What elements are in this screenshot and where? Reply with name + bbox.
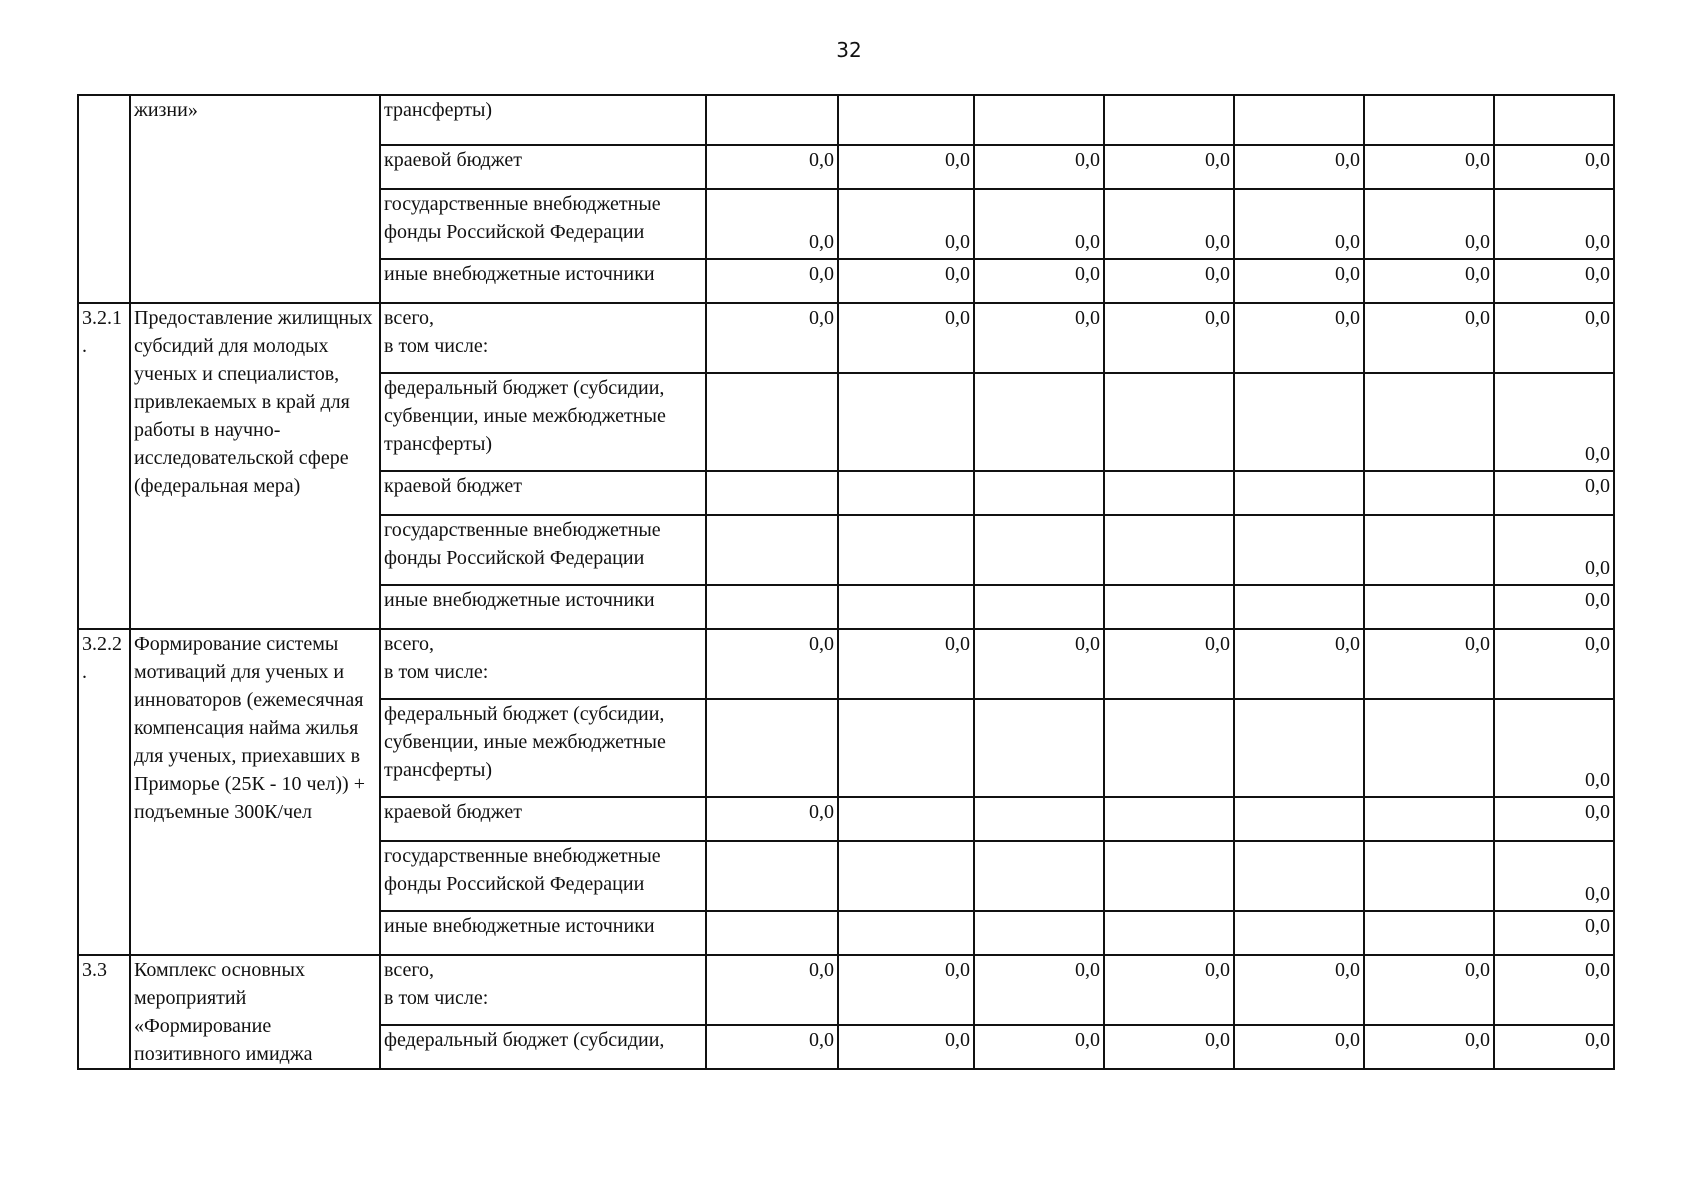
- value-cell: [974, 585, 1104, 629]
- value-cell: [1364, 95, 1494, 145]
- value-cell: 0,0: [838, 259, 974, 303]
- funding-source: федеральный бюджет (субсидии, субвенции, иные межбюджетные трансферты): [380, 373, 706, 471]
- funding-source: краевой бюджет: [380, 471, 706, 515]
- funding-source: всего, в том числе:: [380, 629, 706, 699]
- value-cell: 0,0: [1494, 471, 1614, 515]
- value-cell: 0,0: [1494, 585, 1614, 629]
- value-cell: 0,0: [1104, 189, 1234, 259]
- value-cell: [1104, 699, 1234, 797]
- value-cell: [974, 515, 1104, 585]
- table-row: [78, 955, 1614, 1025]
- funding-source: иные внебюджетные источники: [380, 259, 706, 303]
- row-code: 3.2.1 .: [78, 303, 130, 629]
- value-cell: 0,0: [1494, 841, 1614, 911]
- funding-source: государственные внебюджетные фонды Российской Федерации: [380, 189, 706, 259]
- value-cell: 0,0: [1234, 303, 1364, 373]
- value-cell: [974, 699, 1104, 797]
- value-cell: [1104, 515, 1234, 585]
- value-cell: 0,0: [1494, 189, 1614, 259]
- value-cell: 0,0: [1104, 259, 1234, 303]
- value-cell: 0,0: [838, 303, 974, 373]
- value-cell: [838, 699, 974, 797]
- value-cell: 0,0: [1364, 303, 1494, 373]
- value-cell: 0,0: [706, 797, 838, 841]
- value-cell: 0,0: [1104, 1025, 1234, 1069]
- value-cell: [1364, 797, 1494, 841]
- value-cell: [838, 797, 974, 841]
- value-cell: 0,0: [1104, 955, 1234, 1025]
- value-cell: 0,0: [974, 629, 1104, 699]
- value-cell: [706, 471, 838, 515]
- funding-source: всего, в том числе:: [380, 955, 706, 1025]
- value-cell: [974, 95, 1104, 145]
- value-cell: [1234, 699, 1364, 797]
- value-cell: 0,0: [1234, 1025, 1364, 1069]
- value-cell: 0,0: [1364, 259, 1494, 303]
- budget-table: [77, 94, 1615, 1070]
- value-cell: [838, 515, 974, 585]
- table-row: [78, 95, 1614, 145]
- value-cell: [1364, 841, 1494, 911]
- row-code: [78, 95, 130, 303]
- value-cell: [838, 841, 974, 911]
- value-cell: 0,0: [706, 955, 838, 1025]
- value-cell: [1104, 585, 1234, 629]
- value-cell: 0,0: [1104, 145, 1234, 189]
- value-cell: 0,0: [1364, 189, 1494, 259]
- value-cell: [1364, 699, 1494, 797]
- value-cell: 0,0: [1494, 373, 1614, 471]
- value-cell: [706, 585, 838, 629]
- funding-source: иные внебюджетные источники: [380, 585, 706, 629]
- value-cell: 0,0: [1494, 1025, 1614, 1069]
- value-cell: [1364, 911, 1494, 955]
- value-cell: [1104, 797, 1234, 841]
- value-cell: [1234, 471, 1364, 515]
- value-cell: 0,0: [1494, 699, 1614, 797]
- value-cell: 0,0: [1494, 629, 1614, 699]
- value-cell: 0,0: [1234, 145, 1364, 189]
- value-cell: 0,0: [1104, 303, 1234, 373]
- value-cell: 0,0: [706, 303, 838, 373]
- value-cell: [706, 911, 838, 955]
- value-cell: 0,0: [1494, 303, 1614, 373]
- value-cell: 0,0: [1494, 259, 1614, 303]
- value-cell: 0,0: [838, 145, 974, 189]
- value-cell: [838, 471, 974, 515]
- funding-source: государственные внебюджетные фонды Российской Федерации: [380, 841, 706, 911]
- value-cell: [974, 841, 1104, 911]
- value-cell: [1234, 373, 1364, 471]
- value-cell: [1234, 515, 1364, 585]
- value-cell: [974, 471, 1104, 515]
- value-cell: [838, 585, 974, 629]
- value-cell: 0,0: [706, 189, 838, 259]
- value-cell: [706, 515, 838, 585]
- value-cell: 0,0: [838, 629, 974, 699]
- value-cell: [1234, 95, 1364, 145]
- value-cell: 0,0: [1234, 189, 1364, 259]
- value-cell: 0,0: [1494, 911, 1614, 955]
- value-cell: 0,0: [1494, 797, 1614, 841]
- page-number: 32: [836, 38, 862, 62]
- value-cell: [1234, 797, 1364, 841]
- value-cell: 0,0: [1364, 629, 1494, 699]
- value-cell: [838, 95, 974, 145]
- value-cell: [838, 911, 974, 955]
- value-cell: 0,0: [706, 145, 838, 189]
- value-cell: 0,0: [1234, 955, 1364, 1025]
- row-code: 3.3: [78, 955, 130, 1069]
- measure-name: Предоставление жилищных субсидий для молодых ученых и специалистов, привлекаемых в край для работы в научно-исследовательской сфере (федеральная мера): [130, 303, 380, 629]
- value-cell: [1104, 841, 1234, 911]
- value-cell: [1364, 471, 1494, 515]
- value-cell: 0,0: [1364, 955, 1494, 1025]
- value-cell: [706, 95, 838, 145]
- value-cell: [1364, 515, 1494, 585]
- value-cell: 0,0: [974, 303, 1104, 373]
- value-cell: [1494, 95, 1614, 145]
- value-cell: 0,0: [1494, 145, 1614, 189]
- value-cell: 0,0: [974, 955, 1104, 1025]
- value-cell: 0,0: [974, 145, 1104, 189]
- value-cell: 0,0: [706, 629, 838, 699]
- value-cell: 0,0: [1234, 259, 1364, 303]
- funding-source: федеральный бюджет (субсидии, субвенции, иные межбюджетные трансферты): [380, 699, 706, 797]
- funding-source: иные внебюджетные источники: [380, 911, 706, 955]
- value-cell: [974, 373, 1104, 471]
- funding-source: всего, в том числе:: [380, 303, 706, 373]
- value-cell: [1234, 841, 1364, 911]
- value-cell: [1364, 373, 1494, 471]
- value-cell: 0,0: [838, 955, 974, 1025]
- value-cell: [974, 911, 1104, 955]
- measure-name: Комплекс основных мероприятий «Формирование позитивного имиджа: [130, 955, 380, 1069]
- table-row: [78, 629, 1614, 699]
- value-cell: [1364, 585, 1494, 629]
- value-cell: [974, 797, 1104, 841]
- value-cell: 0,0: [1364, 145, 1494, 189]
- value-cell: 0,0: [838, 1025, 974, 1069]
- value-cell: [1104, 373, 1234, 471]
- value-cell: [706, 373, 838, 471]
- value-cell: [706, 699, 838, 797]
- table-row: [78, 303, 1614, 373]
- value-cell: [838, 373, 974, 471]
- value-cell: [1104, 471, 1234, 515]
- value-cell: 0,0: [1234, 629, 1364, 699]
- value-cell: [1104, 911, 1234, 955]
- value-cell: 0,0: [974, 1025, 1104, 1069]
- value-cell: [1234, 911, 1364, 955]
- value-cell: 0,0: [1104, 629, 1234, 699]
- value-cell: 0,0: [706, 1025, 838, 1069]
- measure-name: жизни»: [130, 95, 380, 303]
- value-cell: 0,0: [974, 259, 1104, 303]
- value-cell: 0,0: [1494, 515, 1614, 585]
- measure-name: Формирование системы мотиваций для ученых и инноваторов (ежемесячная компенсация найма жилья для ученых, приехавших в Приморье (25К - 10 чел)) + подъемные 300К/чел: [130, 629, 380, 955]
- value-cell: 0,0: [838, 189, 974, 259]
- value-cell: 0,0: [1364, 1025, 1494, 1069]
- value-cell: [706, 841, 838, 911]
- funding-source: краевой бюджет: [380, 797, 706, 841]
- value-cell: 0,0: [1494, 955, 1614, 1025]
- funding-source: государственные внебюджетные фонды Российской Федерации: [380, 515, 706, 585]
- funding-source: федеральный бюджет (субсидии,: [380, 1025, 706, 1069]
- row-code: 3.2.2 .: [78, 629, 130, 955]
- value-cell: 0,0: [706, 259, 838, 303]
- value-cell: 0,0: [974, 189, 1104, 259]
- funding-source: трансферты): [380, 95, 706, 145]
- value-cell: [1104, 95, 1234, 145]
- funding-source: краевой бюджет: [380, 145, 706, 189]
- value-cell: [1234, 585, 1364, 629]
